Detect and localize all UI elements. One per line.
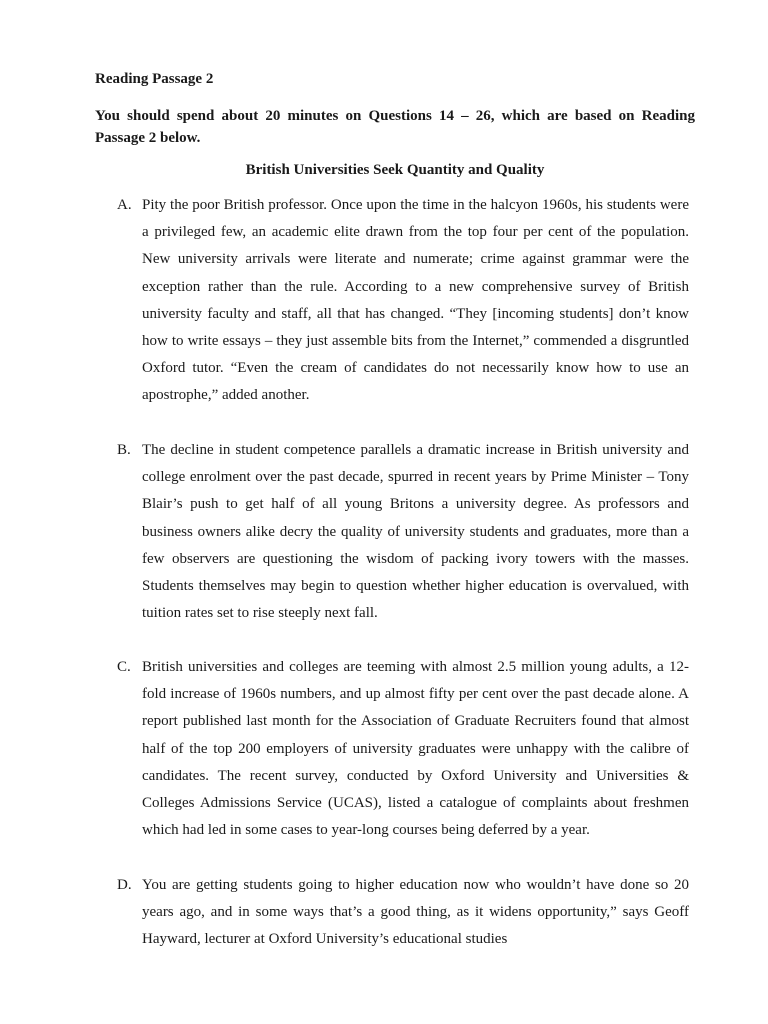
paragraph-text: British universities and colleges are teeming with almost 2.5 million young adults, a 12-fold increase of 1960s numbers, and up almost fifty per cent over the past decade alone. A report published last month for the Association of Graduate Recruiters found that almost half of the top 200 employers of university graduates were unhappy with the calibre of candidates. The recent survey, conducted by Oxford University and Universities & Colleges Admissions Service (UCAS), listed a catalogue of complaints about freshmen which had led in some cases to year-long courses being deferred by a year. [142,659,689,839]
instructions: You should spend about 20 minutes on Questions 14 – 26, which are based on Reading Passage 2 below. [95,108,695,146]
paragraph-label: D. [117,877,132,893]
paragraph-text: Pity the poor British professor. Once upon the time in the halcyon 1960s, his students were a privileged few, an academic elite drawn from the top four per cent of the population. New university arrivals were literate and numerate; crime against grammar were the exception rather than the rule. According to a new comprehensive survey of British university faculty and staff, all that has changed. “They [incoming students] don’t know how to write essays – they just assemble bits from the Internet,” commended a disgruntled Oxford tutor. “Even the cream of candidates do not necessarily know how to use an apostrophe,” added another. [142,197,689,404]
paragraph-text: You are getting students going to higher education now who wouldn’t have done so 20 years ago, and in some ways that’s a good thing, as it widens opportunity,” says Geoff Hayward, lecturer at Oxford University’s educational studies [142,877,689,948]
paragraph-d [117,872,689,954]
paragraph-text: The decline in student competence parallels a dramatic increase in British university and college enrolment over the past decade, spurred in recent years by Prime Minister – Tony Blair’s push to get half of all young Britons a university degree. As professors and business owners alike decry the quality of university students and graduates, more than a few observers are questioning the wisdom of packing ivory towers with the masses. Students themselves may begin to question whether higher education is overvalued, with tuition rates set to rise steeply next fall. [142,442,689,622]
paragraph-label: B. [117,442,131,458]
paragraph-a [117,192,689,410]
paragraph-c [117,654,689,844]
section-heading: Reading Passage 2 [95,71,214,87]
paragraph-label: C. [117,659,131,675]
passage-title: British Universities Seek Quantity and Quality [245,162,545,178]
paragraph-b [117,437,689,627]
paragraph-label: A. [117,197,132,213]
